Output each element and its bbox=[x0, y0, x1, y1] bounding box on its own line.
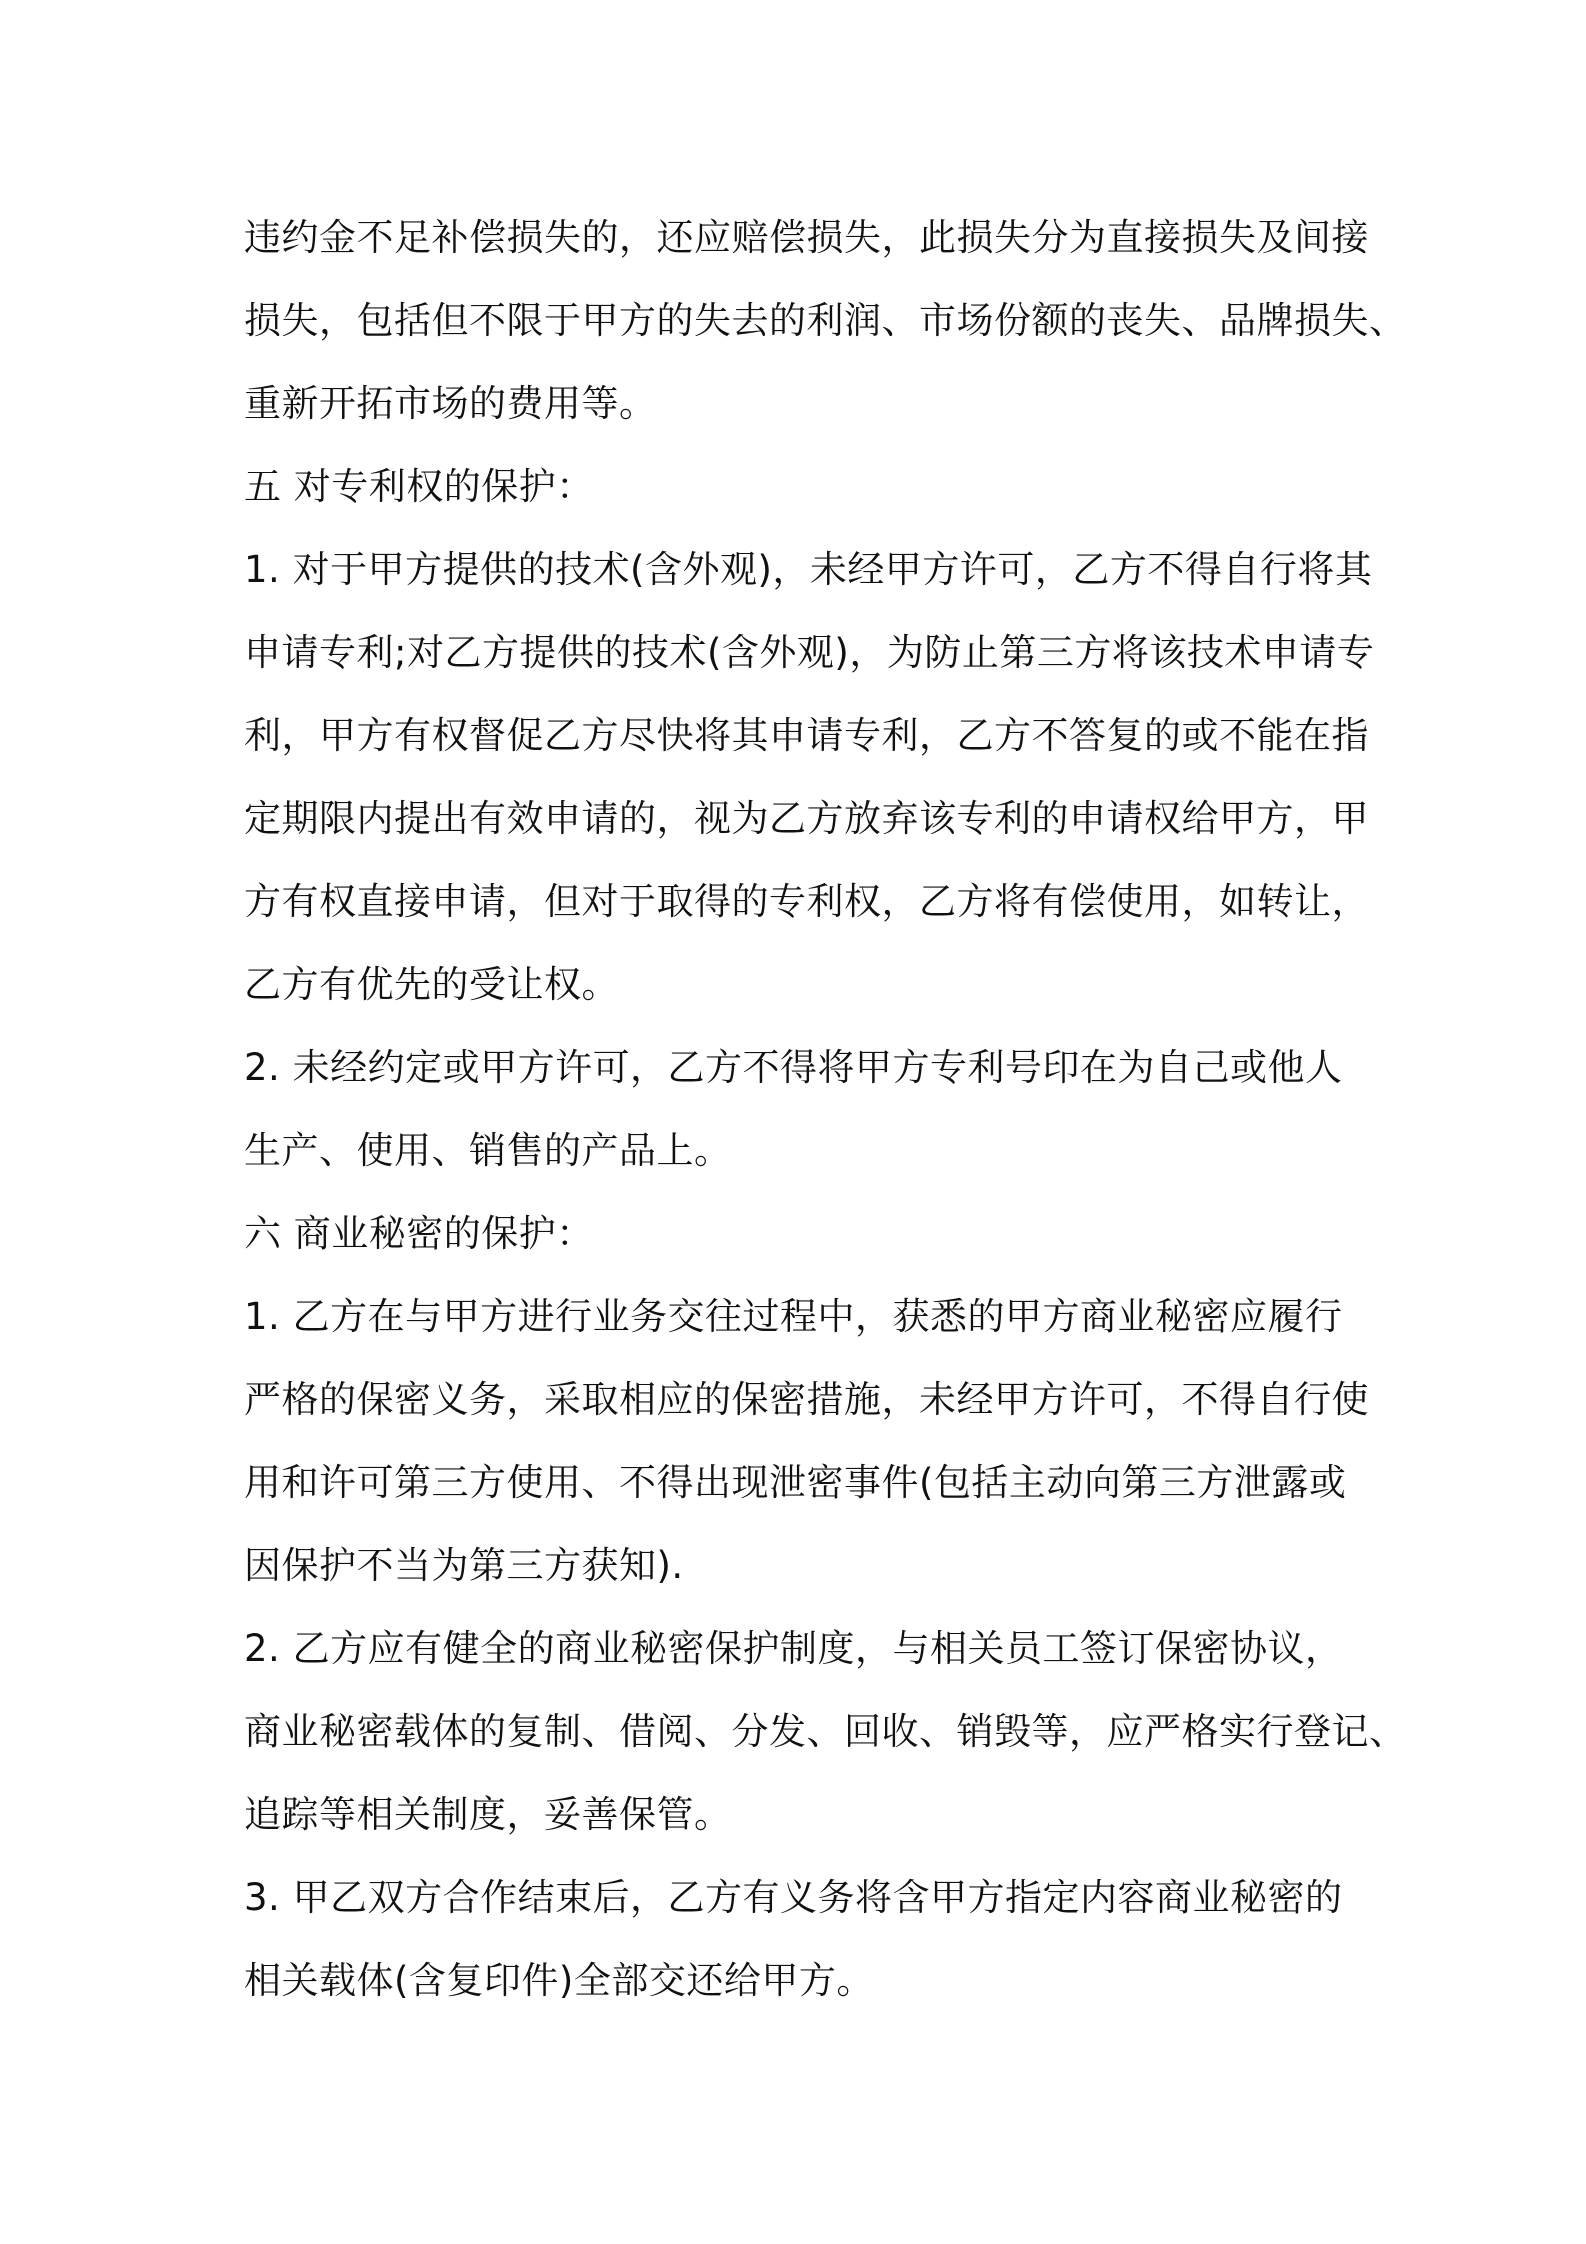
text-line: 相关载体(含复印件)全部交还给甲方。 bbox=[244, 1959, 874, 2002]
text-line: 1. 乙方在与甲方进行业务交往过程中，获悉的甲方商业秘密应履行 bbox=[244, 1295, 1343, 1338]
text-line: 用和许可第三方使用、不得出现泄密事件(包括主动向第三方泄露或 bbox=[244, 1461, 1347, 1504]
clause-6-1 bbox=[244, 1275, 1369, 1607]
heading-line: 五 对专利权的保护： bbox=[244, 465, 594, 508]
text-line: 利，甲方有权督促乙方尽快将其申请专利，乙方不答复的或不能在指 bbox=[244, 714, 1369, 757]
section-heading-patent bbox=[244, 445, 1359, 528]
text-line: 商业秘密载体的复制、借阅、分发、回收、销毁等，应严格实行登记、 bbox=[244, 1710, 1407, 1753]
clause-5-1 bbox=[244, 528, 1375, 1026]
text-line: 重新开拓市场的费用等。 bbox=[244, 382, 657, 425]
text-line: 2. 未经约定或甲方许可，乙方不得将甲方专利号印在为自己或他人 bbox=[244, 1046, 1343, 1089]
text-line: 违约金不足补偿损失的，还应赔偿损失，此损失分为直接损失及间接 bbox=[244, 216, 1369, 259]
text-line: 因保护不当为第三方获知). bbox=[244, 1544, 684, 1587]
clause-5-2 bbox=[244, 1026, 1359, 1192]
text-line: 方有权直接申请，但对于取得的专利权，乙方将有偿使用，如转让， bbox=[244, 880, 1369, 923]
text-line: 定期限内提出有效申请的，视为乙方放弃该专利的申请权给甲方，甲 bbox=[244, 797, 1369, 840]
paragraph-continuation bbox=[244, 196, 1407, 445]
section-heading-trade-secret bbox=[244, 1192, 1359, 1275]
text-line: 乙方有优先的受让权。 bbox=[244, 963, 619, 1006]
text-line: 2. 乙方应有健全的商业秘密保护制度，与相关员工签订保密协议， bbox=[244, 1627, 1343, 1670]
heading-line: 六 商业秘密的保护： bbox=[244, 1212, 594, 1255]
text-line: 生产、使用、销售的产品上。 bbox=[244, 1129, 732, 1172]
text-line: 1. 对于甲方提供的技术(含外观)，未经甲方许可，乙方不得自行将其 bbox=[244, 548, 1373, 591]
clause-6-3 bbox=[244, 1856, 1359, 2022]
clause-6-2 bbox=[244, 1607, 1407, 1856]
text-line: 申请专利;对乙方提供的技术(含外观)，为防止第三方将该技术申请专 bbox=[244, 631, 1375, 674]
text-line: 追踪等相关制度，妥善保管。 bbox=[244, 1793, 732, 1836]
document-body bbox=[244, 196, 1407, 2022]
text-line: 3. 甲乙双方合作结束后，乙方有义务将含甲方指定内容商业秘密的 bbox=[244, 1876, 1343, 1919]
text-line: 损失，包括但不限于甲方的失去的利润、市场份额的丧失、品牌损失、 bbox=[244, 299, 1407, 342]
text-line: 严格的保密义务，采取相应的保密措施，未经甲方许可，不得自行使 bbox=[244, 1378, 1369, 1421]
